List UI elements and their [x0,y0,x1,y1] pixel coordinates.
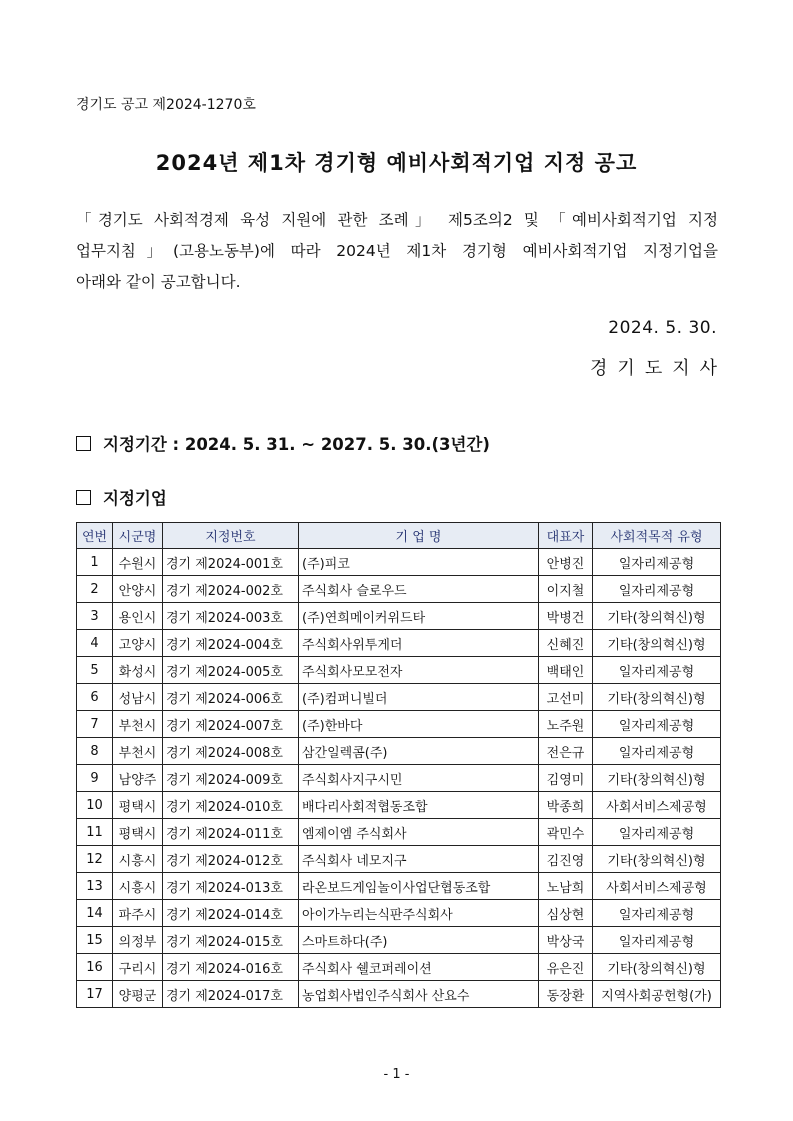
table-cell: 경기 제2024-002호 [163,576,299,603]
table-cell: 부천시 [113,711,163,738]
table-cell: 8 [77,738,113,765]
table-cell: 화성시 [113,657,163,684]
table-row [77,765,721,792]
table-cell: 일자리제공형 [593,927,721,954]
body-line: 아래와 같이 공고합니다. [76,273,241,291]
table-cell: 라온보드게임놀이사업단협동조합 [299,873,539,900]
table-cell: 일자리제공형 [593,819,721,846]
table-cell: 일자리제공형 [593,576,721,603]
table-row [77,792,721,819]
table-cell: 경기 제2024-006호 [163,684,299,711]
table-cell: 평택시 [113,819,163,846]
table-cell: 농업회사법인주식회사 산요수 [299,981,539,1008]
table-cell: 박병건 [539,603,593,630]
table-cell: 엠제이엠 주식회사 [299,819,539,846]
header-cell: 사회적목적 유형 [593,523,721,549]
table-cell: 수원시 [113,549,163,576]
table-cell: 고선미 [539,684,593,711]
announcement-body [76,205,718,298]
table-cell: 10 [77,792,113,819]
header-cell: 기 업 명 [299,523,539,549]
table-cell: 16 [77,954,113,981]
body-line: 업무지침」(고용노동부)에 따라 2024년 제1차 경기형 예비사회적기업 지정기업을 [76,242,718,260]
table-row [77,981,721,1008]
table-cell: 심상현 [539,900,593,927]
designated-companies-section [76,485,167,509]
table-cell: 용인시 [113,603,163,630]
table-header-row [77,523,721,549]
table-cell: 고양시 [113,630,163,657]
page-number: - 1 - [383,1067,410,1082]
table-cell: 6 [77,684,113,711]
table-cell: (주)피코 [299,549,539,576]
table-cell: 아이가누리는식판주식회사 [299,900,539,927]
table-row [77,711,721,738]
header-cell: 연번 [77,523,113,549]
signer-name: 경기도지사 [590,358,727,379]
table-cell: 경기 제2024-004호 [163,630,299,657]
table-cell: 7 [77,711,113,738]
table-cell: 경기 제2024-011호 [163,819,299,846]
table-cell: 일자리제공형 [593,711,721,738]
table-cell: 기타(창의혁신)형 [593,765,721,792]
header-cell: 대표자 [539,523,593,549]
table-cell: 삼간일렉콤(주) [299,738,539,765]
table-cell: 배다리사회적협동조합 [299,792,539,819]
table-cell: (주)연희메이커위드타 [299,603,539,630]
table-cell: 경기 제2024-001호 [163,549,299,576]
notice-number: 경기도 공고 제2024-1270호 [76,97,256,113]
table-cell: 안병진 [539,549,593,576]
header-cell: 지정번호 [163,523,299,549]
announcement-date: 2024. 5. 30. [608,318,717,338]
table-cell: 김영미 [539,765,593,792]
table-cell: 박상국 [539,927,593,954]
table-cell: 사회서비스제공형 [593,873,721,900]
table-cell: 구리시 [113,954,163,981]
table-cell: 김진영 [539,846,593,873]
table-cell: 기타(창의혁신)형 [593,954,721,981]
table-cell: 신혜진 [539,630,593,657]
table-cell: 1 [77,549,113,576]
table-row [77,576,721,603]
table-cell: 경기 제2024-012호 [163,846,299,873]
table-cell: 기타(창의혁신)형 [593,603,721,630]
table-cell: 경기 제2024-007호 [163,711,299,738]
table-cell: 13 [77,873,113,900]
table-cell: 스마트하다(주) [299,927,539,954]
table-cell: 주식회사지구시민 [299,765,539,792]
table-row [77,954,721,981]
table-cell: 양평군 [113,981,163,1008]
table-row [77,900,721,927]
table-cell: 14 [77,900,113,927]
table-cell: 유은진 [539,954,593,981]
table-cell: 기타(창의혁신)형 [593,846,721,873]
designation-period: 지정기간 : 2024. 5. 31. ~ 2027. 5. 30.(3년간) [103,435,490,454]
table-cell: 성남시 [113,684,163,711]
table-cell: (주)한바다 [299,711,539,738]
table-cell: 시흥시 [113,873,163,900]
table-cell: 기타(창의혁신)형 [593,630,721,657]
table-cell: 동장환 [539,981,593,1008]
table-cell: 경기 제2024-017호 [163,981,299,1008]
table-cell: 경기 제2024-015호 [163,927,299,954]
table-cell: 경기 제2024-003호 [163,603,299,630]
table-cell: 4 [77,630,113,657]
table-cell: 일자리제공형 [593,900,721,927]
table-cell: 안양시 [113,576,163,603]
table-cell: 부천시 [113,738,163,765]
table-cell: 주식회사 슬로우드 [299,576,539,603]
table-cell: 전은규 [539,738,593,765]
table-cell: 곽민수 [539,819,593,846]
table-row [77,819,721,846]
table-cell: 평택시 [113,792,163,819]
table-cell: 주식회사위투게더 [299,630,539,657]
table-cell: 경기 제2024-013호 [163,873,299,900]
table-cell: 경기 제2024-005호 [163,657,299,684]
table-cell: 주식회사 쉘코퍼레이션 [299,954,539,981]
table-row [77,873,721,900]
table-cell: 기타(창의혁신)형 [593,684,721,711]
table-cell: 9 [77,765,113,792]
table-cell: 주식회사 네모지구 [299,846,539,873]
table-cell: 경기 제2024-008호 [163,738,299,765]
table-cell: 일자리제공형 [593,738,721,765]
table-cell: 일자리제공형 [593,657,721,684]
table-cell: 노주원 [539,711,593,738]
table-cell: 경기 제2024-014호 [163,900,299,927]
table-row [77,684,721,711]
table-cell: 박종희 [539,792,593,819]
table-row [77,657,721,684]
table-cell: 백태인 [539,657,593,684]
body-line: 「경기도 사회적경제 육성 지원에 관한 조례」 제5조의2 및 「예비사회적기업 지정 [76,211,718,229]
table-cell: 사회서비스제공형 [593,792,721,819]
checkbox-square-icon [76,436,91,451]
table-cell: 경기 제2024-010호 [163,792,299,819]
table-row [77,738,721,765]
table-cell: 시흥시 [113,846,163,873]
document-title: 2024년 제1차 경기형 예비사회적기업 지정 공고 [155,151,638,175]
header-cell: 시군명 [113,523,163,549]
table-row [77,927,721,954]
table-cell: 11 [77,819,113,846]
table-cell: 5 [77,657,113,684]
table-cell: (주)컴퍼니빌더 [299,684,539,711]
companies-table [76,522,721,1008]
table-cell: 3 [77,603,113,630]
table-cell: 파주시 [113,900,163,927]
table-row [77,549,721,576]
companies-heading: 지정기업 [103,489,167,508]
table-body [77,549,721,1008]
table-cell: 경기 제2024-009호 [163,765,299,792]
designation-period-section [76,431,490,455]
table-cell: 지역사회공헌형(가) [593,981,721,1008]
table-cell: 노남희 [539,873,593,900]
table-cell: 의정부 [113,927,163,954]
table-row [77,846,721,873]
table-cell: 17 [77,981,113,1008]
table-cell: 15 [77,927,113,954]
table-cell: 경기 제2024-016호 [163,954,299,981]
table-cell: 2 [77,576,113,603]
table-cell: 남양주 [113,765,163,792]
table-cell: 이지철 [539,576,593,603]
table-row [77,603,721,630]
table-cell: 일자리제공형 [593,549,721,576]
table-cell: 12 [77,846,113,873]
table-row [77,630,721,657]
table-cell: 주식회사모모전자 [299,657,539,684]
checkbox-square-icon [76,490,91,505]
